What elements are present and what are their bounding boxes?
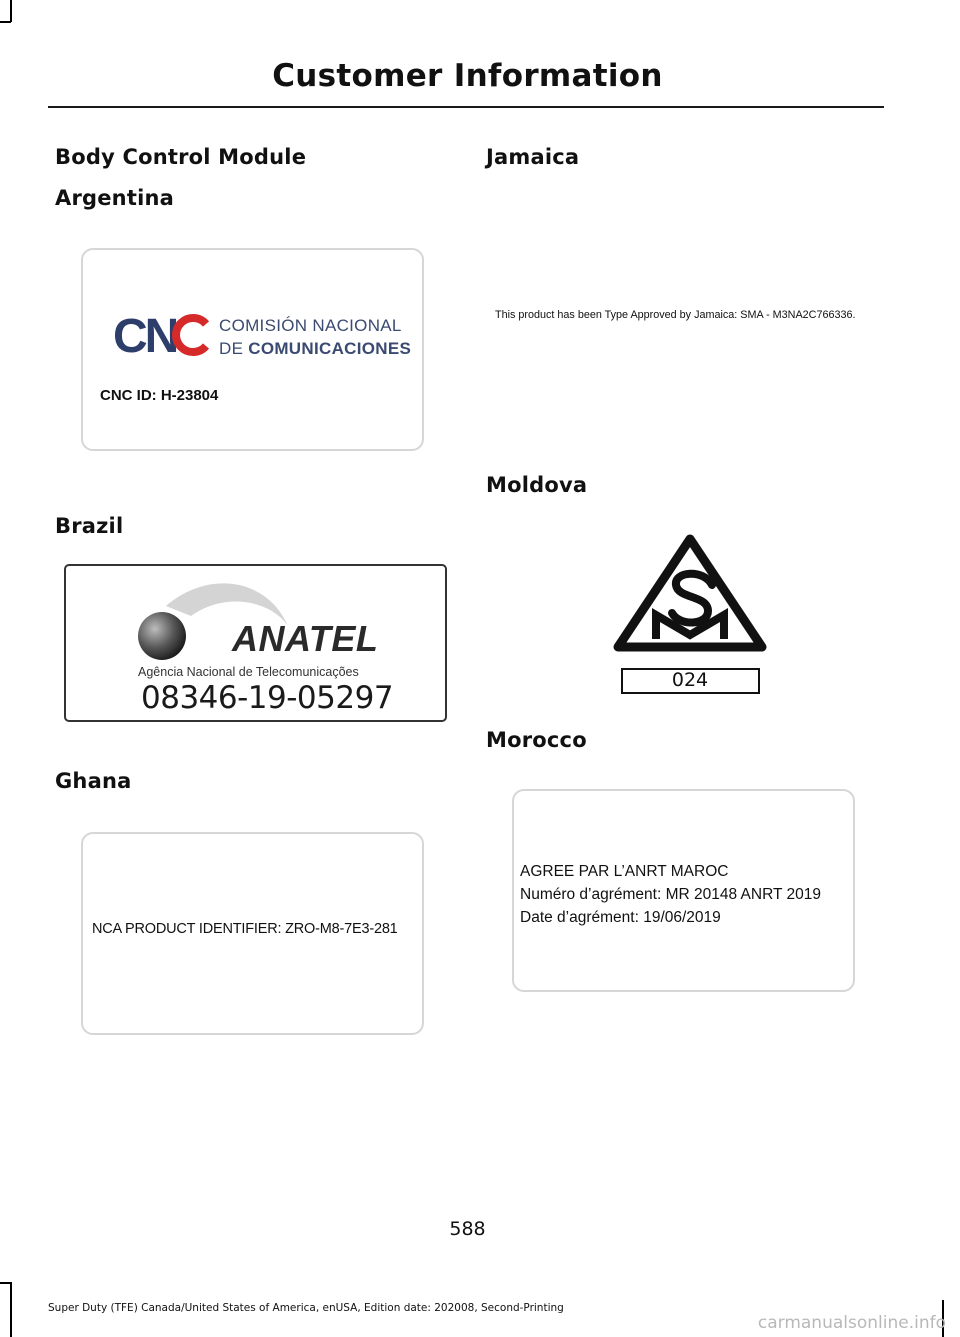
cnc-org-line1 [219, 316, 402, 336]
anatel-label [64, 564, 447, 722]
ghana-label-card [81, 832, 424, 1035]
page-title: Customer Information [272, 58, 663, 94]
moldova-mark-number: 024 [671, 669, 709, 691]
morocco-line1: AGREE PAR L’ANRT MAROC [520, 863, 729, 880]
section-title-body-control-module: Body Control Module [55, 145, 307, 169]
cnc-org-line2 [219, 339, 411, 359]
argentina-label-card [81, 248, 424, 451]
heading-morocco: Morocco [486, 728, 587, 752]
crop-mark-top-left-h [0, 21, 11, 23]
heading-moldova: Moldova [486, 473, 588, 497]
header-divider [48, 106, 884, 108]
heading-brazil: Brazil [55, 514, 124, 538]
morocco-line3: Date d’agrément: 19/06/2019 [520, 909, 721, 926]
cnc-org-line2-prefix: DE [219, 339, 249, 358]
edition-footer: Super Duty (TFE) Canada/United States of America, enUSA, Edition date: 202008, Second-Printing [48, 1302, 564, 1314]
heading-jamaica: Jamaica [486, 145, 580, 169]
anatel-code: 08346-19-05297 [141, 680, 394, 716]
cnc-id-text: CNC ID: H-23804 [100, 387, 219, 404]
crop-mark-bottom-left-h [0, 1282, 11, 1284]
crop-mark-bottom-left-v [10, 1282, 12, 1337]
cnc-logo [113, 312, 213, 358]
heading-argentina: Argentina [55, 186, 174, 210]
morocco-label-card [512, 789, 855, 992]
anatel-agency: Agência Nacional de Telecomunicações [138, 665, 359, 679]
morocco-line2: Numéro d’agrément: MR 20148 ANRT 2019 [520, 886, 821, 903]
page-number: 588 [449, 1218, 486, 1240]
jamaica-approval-text: This product has been Type Approved by Jamaica: SMA - M3NA2C766336. [495, 309, 856, 321]
crop-mark-top-left-v [10, 0, 12, 22]
anatel-brand: ANATEL [232, 618, 379, 659]
watermark: carmanualsonline.info [757, 1313, 946, 1333]
cnc-org-line1-text: COMISIÓN NACIONAL [219, 316, 402, 335]
heading-ghana: Ghana [55, 769, 132, 793]
ghana-identifier: NCA PRODUCT IDENTIFIER: ZRO-M8-7E3-281 [92, 921, 398, 937]
svg-text:CN: CN [113, 312, 177, 358]
cnc-org-line2-bold: COMUNICACIONES [248, 339, 412, 358]
